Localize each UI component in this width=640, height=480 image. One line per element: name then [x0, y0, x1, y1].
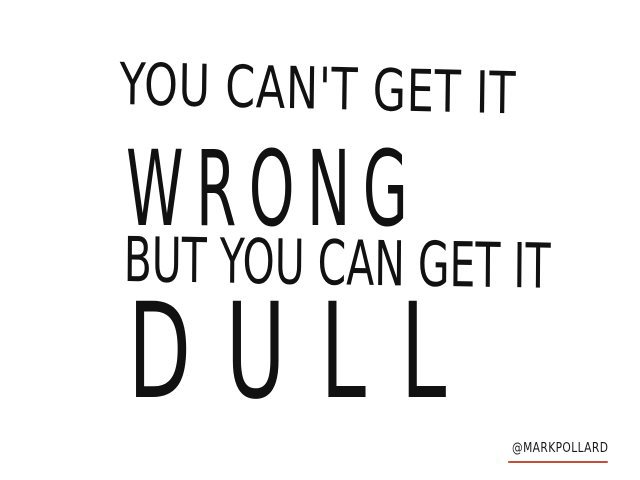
headline-line-2: WRONG	[126, 128, 421, 250]
headline-line-4: DULL	[128, 275, 481, 429]
headline-line-3: BUT YOU CAN GET IT	[123, 223, 551, 303]
handle-underline	[508, 461, 608, 463]
headline-line-1: YOU CAN'T GET IT	[119, 50, 517, 128]
author-handle: @MARKPOLLARD	[512, 441, 609, 456]
